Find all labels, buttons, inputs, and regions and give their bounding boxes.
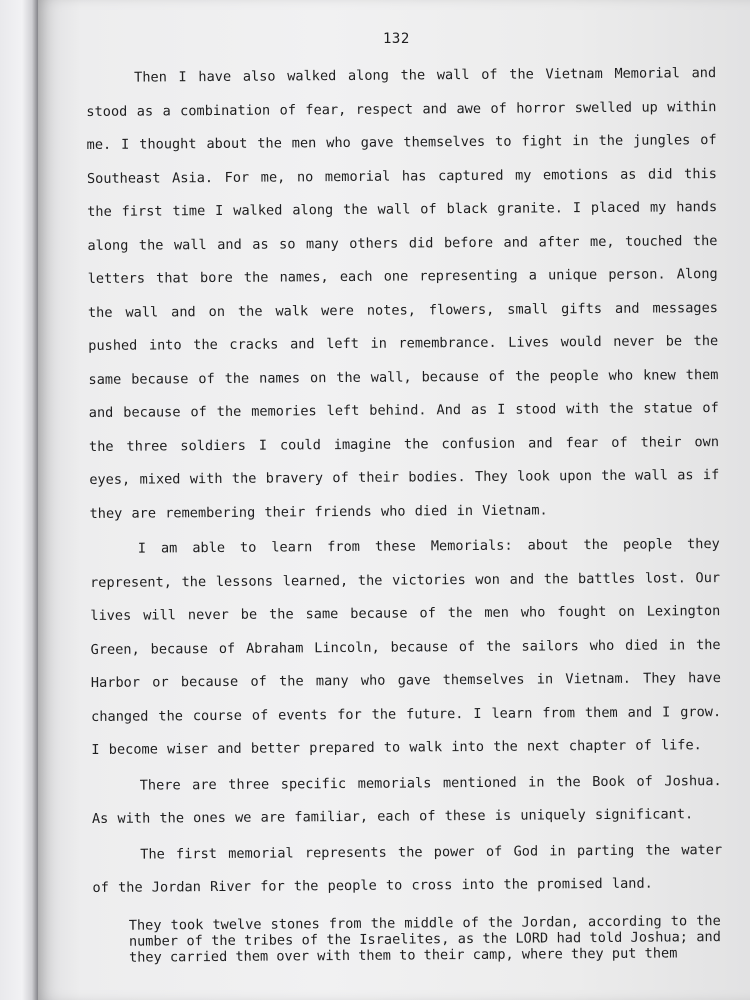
paragraph-vietnam-memorial: Then I have also walked along the wall of the Vietnam Memorial and stood as a combination of fear, respect and awe of horror swelled up within me. I thought about the men who gave themselves to fight in the jungles of Southeast Asia. For me, no memorial has captured my emotions as did this the first time I walked along the wall of black granite. I placed my hands along the wall and as so many others did before and after me, touched the letters that bore the names, each one representing a unique person. Along the wall and on the walk were notes, flowers, small gifts and messages pushed into the cracks and left in remembrance. Lives would never be the same because of the names on the wall, because of the people who knew them and because of the memories left behind. And as I stood with the statue of the three soldiers I could imagine the confusion and fear of their own eyes, mixed with the bravery of their bodies. They look upon the wall as if they are remembering their friends who died in Vietnam. [86, 65, 720, 522]
page-number: 132 [383, 31, 410, 47]
paragraph-first-memorial: The first memorial represents the power of God in parting the water of the Jordan River for the people to cross into the promised land. [92, 841, 723, 896]
previous-page-edge [0, 0, 40, 1000]
page-body [86, 57, 723, 965]
paragraph-learn-from-memorials: I am able to learn from these Memorials: about the people they represent, the lessons learned, the victories won and the battles lost. Our lives will never be the same because of the men who fought on Lexington Green, because of Abraham Lincoln, because of the sailors who died in the Harbor or because of the many who gave themselves in Vietnam. They have changed the course of events for the future. I learn from them and I grow. I become wiser and better prepared to walk into the next chapter of life. [90, 536, 722, 758]
book-page [38, 0, 750, 1000]
block-quote: They took twelve stones from the middle of the Jordan, according to the number of the tribes of the Israelites, as the LORD had told Joshua; and they carried them over with them to their camp, where they put them [128, 912, 721, 966]
paragraph-book-of-joshua: There are three specific memorials mentioned in the Book of Joshua. As with the ones we are familiar, each of these is uniquely significant. [91, 772, 722, 827]
